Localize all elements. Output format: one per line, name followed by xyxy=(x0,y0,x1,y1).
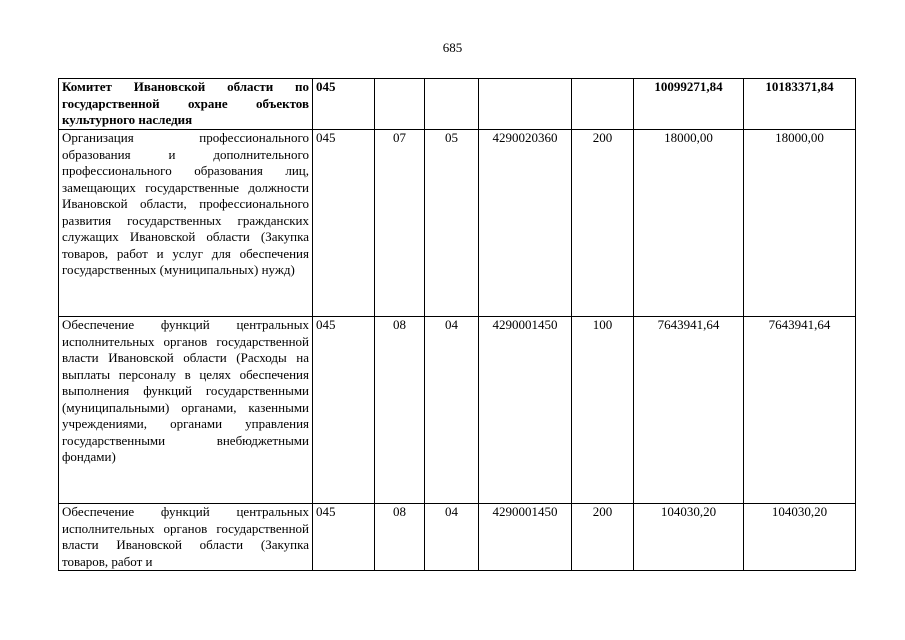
cell-expense-type: 200 xyxy=(572,130,634,317)
table-row xyxy=(59,130,856,317)
cell-gov-code: 045 xyxy=(313,504,375,571)
cell-section: 08 xyxy=(375,504,425,571)
budget-table xyxy=(58,78,856,571)
cell-gov-code: 045 xyxy=(313,317,375,504)
cell-name: Обеспечение функций центральных исполнительных органов государственной власти Ивановской области (Расходы на выплаты персоналу в целях обеспечения выполнения функций государственными (муниципальными) органами, казенными учреждениями, органами управления государственными внебюджетными фондами) xyxy=(59,317,313,504)
cell-target-article xyxy=(479,79,572,130)
cell-target-article: 4290001450 xyxy=(479,317,572,504)
cell-gov-code: 045 xyxy=(313,130,375,317)
table-row xyxy=(59,504,856,571)
cell-gov-code: 045 xyxy=(313,79,375,130)
cell-expense-type: 100 xyxy=(572,317,634,504)
cell-target-article: 4290020360 xyxy=(479,130,572,317)
cell-amount-year1: 18000,00 xyxy=(634,130,744,317)
cell-amount-year2: 18000,00 xyxy=(744,130,856,317)
cell-amount-year1: 7643941,64 xyxy=(634,317,744,504)
cell-amount-year2: 7643941,64 xyxy=(744,317,856,504)
cell-amount-year1: 104030,20 xyxy=(634,504,744,571)
cell-target-article: 4290001450 xyxy=(479,504,572,571)
table-row xyxy=(59,79,856,130)
cell-expense-type xyxy=(572,79,634,130)
cell-section: 08 xyxy=(375,317,425,504)
cell-subsection: 04 xyxy=(425,504,479,571)
cell-name: Комитет Ивановской области по государственной охране объектов культурного наследия xyxy=(59,79,313,130)
cell-amount-year1: 10099271,84 xyxy=(634,79,744,130)
cell-subsection xyxy=(425,79,479,130)
cell-amount-year2: 10183371,84 xyxy=(744,79,856,130)
table-row xyxy=(59,317,856,504)
cell-name: Обеспечение функций центральных исполнительных органов государственной власти Ивановской области (Закупка товаров, работ и xyxy=(59,504,313,571)
cell-expense-type: 200 xyxy=(572,504,634,571)
cell-amount-year2: 104030,20 xyxy=(744,504,856,571)
cell-section xyxy=(375,79,425,130)
page-number: 685 xyxy=(442,40,463,55)
cell-name: Организация профессионального образования и дополнительного профессионального образования лиц, замещающих государственные должности Ивановской области, профессионального развития государственных гражданских служащих Ивановской области (Закупка товаров, работ и услуг для обеспечения государственных (муниципальных) нужд) xyxy=(59,130,313,317)
cell-subsection: 04 xyxy=(425,317,479,504)
cell-section: 07 xyxy=(375,130,425,317)
cell-subsection: 05 xyxy=(425,130,479,317)
